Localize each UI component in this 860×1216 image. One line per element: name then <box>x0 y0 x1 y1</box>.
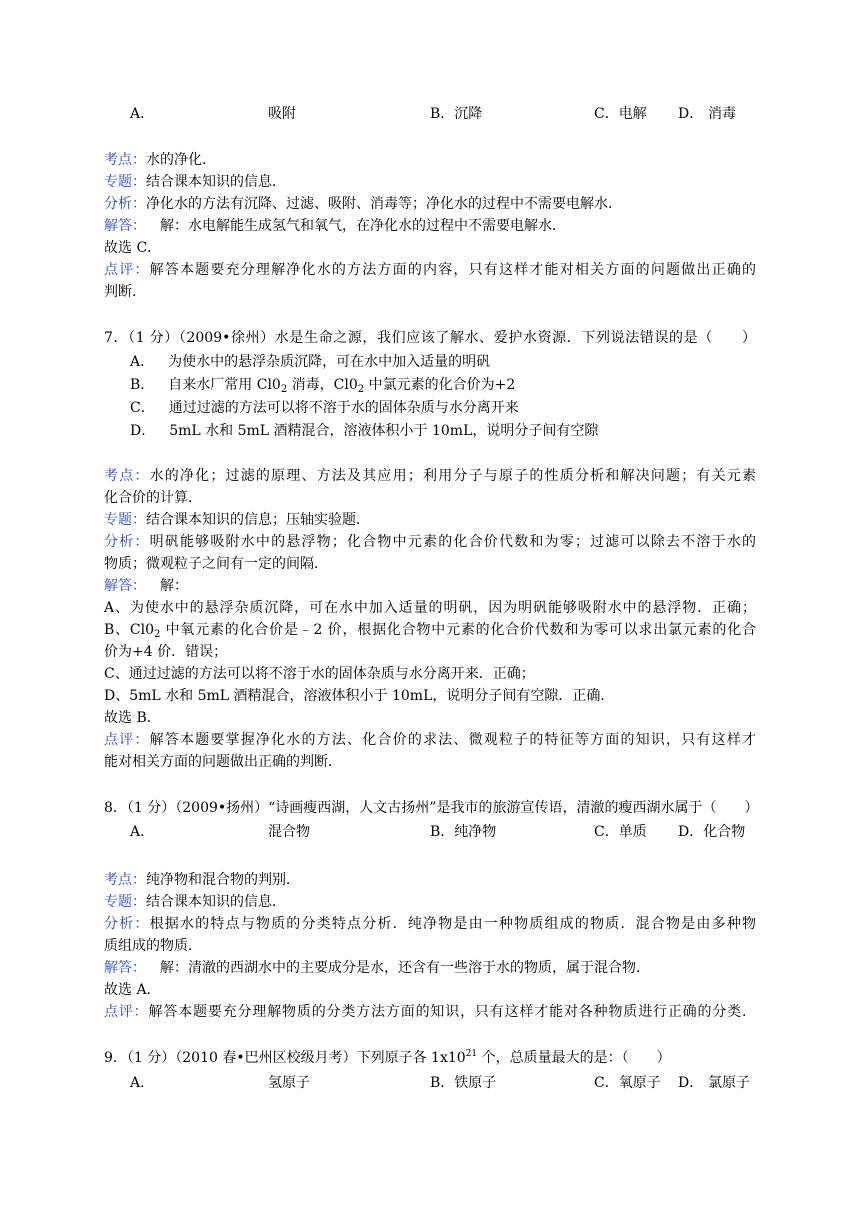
q9-option-d-label: D． <box>678 1075 704 1091</box>
fenxi-label: 分析： <box>104 916 150 932</box>
fenxi-label: 分析： <box>104 196 146 212</box>
q8-option-a-text: 混合物 <box>268 824 310 840</box>
kaodian-label: 考点： <box>104 152 146 168</box>
q8-kaodian: 考点：纯净物和混合物的判别． <box>104 872 300 888</box>
q8-option-d: D．化合物 <box>678 824 746 840</box>
dianping-label: 点评： <box>104 262 150 278</box>
q7-fenxi-line1: 分析：明矾能够吸附水中的悬浮物；化合物中元素的化合价代数和为零；过滤可以除去不溶于水的 <box>104 534 757 550</box>
q7-dianping-line1: 点评：解答本题要掌握净化水的方法、化合价的求法、微观粒子的特征等方面的知识，只有这样才 <box>104 732 757 748</box>
q8-option-c: C．单质 <box>594 824 647 840</box>
q9-stem: 9．（1 分）（2010 春•巴州区校级月考）下列原子各 $1x10^{21}$ 个，总质量最大的是：（ ） <box>104 1049 671 1066</box>
q7-answer-b-line1: B、$Cl0_2$ 中氧元素的化合价是﹣2 价，根据化合物中元素的化合价代数和为零可以求出氯元素的化合 <box>104 622 756 640</box>
q6-option-d-label: D． <box>678 106 704 122</box>
q6-zhuanti: 专题：结合课本知识的信息． <box>104 174 286 190</box>
q8-fenxi-line1: 分析：根据水的特点与物质的分类特点分析．纯净物是由一种物质组成的物质．混合物是由多种物 <box>104 916 757 932</box>
q8-fenxi-line2: 质组成的物质． <box>104 938 202 954</box>
q8-guxuan: 故选 A． <box>104 982 161 998</box>
dianping-label: 点评： <box>104 732 150 748</box>
q7-answer-b-line2: 价为+4 价．错误； <box>104 644 228 660</box>
q8-option-a-label: A． <box>130 824 155 840</box>
q6-dianping-line2: 判断． <box>104 284 146 300</box>
q8-dianping: 点评：解答本题要充分理解物质的分类方法方面的知识，只有这样才能对各种物质进行正确的分类． <box>104 1004 757 1020</box>
q9-option-b: B．铁原子 <box>430 1075 497 1091</box>
q6-dianping-line1: 点评：解答本题要充分理解净化水的方法方面的内容，只有这样才能对相关方面的问题做出正确的 <box>104 262 757 278</box>
q7-kaodian-line2: 化合价的计算． <box>104 490 202 506</box>
q6-option-a-label: A． <box>130 106 155 122</box>
kaodian-label: 考点： <box>104 872 146 888</box>
q8-option-b: B．纯净物 <box>430 824 497 840</box>
zhuanti-label: 专题： <box>104 174 146 190</box>
kaodian-label: 考点： <box>104 468 150 484</box>
q7-option-d: D． 5mL 水和 5mL 酒精混合，溶液体积小于 10mL，说明分子间有空隙 <box>130 423 599 439</box>
q7-option-b: B． 自来水厂常用 $Cl0_2$ 消毒，$Cl0_2$ 中氯元素的化合价为+2 <box>130 377 516 395</box>
q6-jieda: 解答： 解：水电解能生成氢气和氧气，在净化水的过程中不需要电解水． <box>104 218 566 234</box>
q9-option-a-label: A． <box>130 1075 155 1091</box>
q6-option-a-text: 吸附 <box>268 106 296 122</box>
q6-option-d-text: 消毒 <box>708 106 736 122</box>
jieda-label: 解答： <box>104 218 146 234</box>
q7-dianping-line2: 能对相关方面的问题做出正确的判断． <box>104 754 342 770</box>
jieda-label: 解答： <box>104 578 146 594</box>
q9-option-c: C．氧原子 <box>594 1075 661 1091</box>
q7-answer-a: A、为使水中的悬浮杂质沉降，可在水中加入适量的明矾，因为明矾能够吸附水中的悬浮物．正确； <box>104 600 756 616</box>
q6-kaodian: 考点：水的净化． <box>104 152 216 168</box>
q7-zhuanti: 专题：结合课本知识的信息；压轴实验题． <box>104 512 370 528</box>
q7-guxuan: 故选 B． <box>104 710 161 726</box>
zhuanti-label: 专题： <box>104 894 146 910</box>
q8-zhuanti: 专题：结合课本知识的信息． <box>104 894 286 910</box>
q7-option-a: A． 为使水中的悬浮杂质沉降，可在水中加入适量的明矾 <box>130 354 491 370</box>
q9-option-d-text: 氯原子 <box>708 1075 750 1091</box>
q6-guxuan: 故选 C． <box>104 240 162 256</box>
jieda-label: 解答： <box>104 960 146 976</box>
q6-option-b: B．沉降 <box>430 106 483 122</box>
dianping-label: 点评： <box>104 1004 149 1020</box>
zhuanti-label: 专题： <box>104 512 146 528</box>
q7-stem: 7．（1 分）（2009•徐州）水是生命之源，我们应该了解水、爱护水资源．下列说法错误的是（ ） <box>104 330 756 346</box>
q6-fenxi: 分析：净化水的方法有沉降、过滤、吸附、消毒等；净化水的过程中不需要电解水． <box>104 196 622 212</box>
fenxi-label: 分析： <box>104 534 150 550</box>
q8-stem: 8．（1 分）（2009•扬州）“诗画瘦西湖，人文古扬州”是我市的旅游宣传语，清澈的瘦西湖水属于（ ） <box>104 800 759 816</box>
q7-answer-d: D、5mL 水和 5mL 酒精混合，溶液体积小于 10mL，说明分子间有空隙．正确． <box>104 688 615 704</box>
q8-jieda: 解答： 解：清澈的西湖水中的主要成分是水，还含有一些溶于水的物质，属于混合物． <box>104 960 650 976</box>
q7-kaodian-line1: 考点：水的净化；过滤的原理、方法及其应用；利用分子与原子的性质分析和解决问题；有关元素 <box>104 468 757 484</box>
q7-fenxi-line2: 物质；微观粒子之间有一定的间隔． <box>104 556 328 572</box>
q7-option-c: C． 通过过滤的方法可以将不溶于水的固体杂质与水分离开来 <box>130 400 519 416</box>
q7-jieda: 解答： 解： <box>104 578 188 594</box>
q6-option-c: C．电解 <box>594 106 647 122</box>
q7-answer-c: C、通过过滤的方法可以将不溶于水的固体杂质与水分离开来．正确； <box>104 666 535 682</box>
q9-option-a-text: 氢原子 <box>268 1075 310 1091</box>
